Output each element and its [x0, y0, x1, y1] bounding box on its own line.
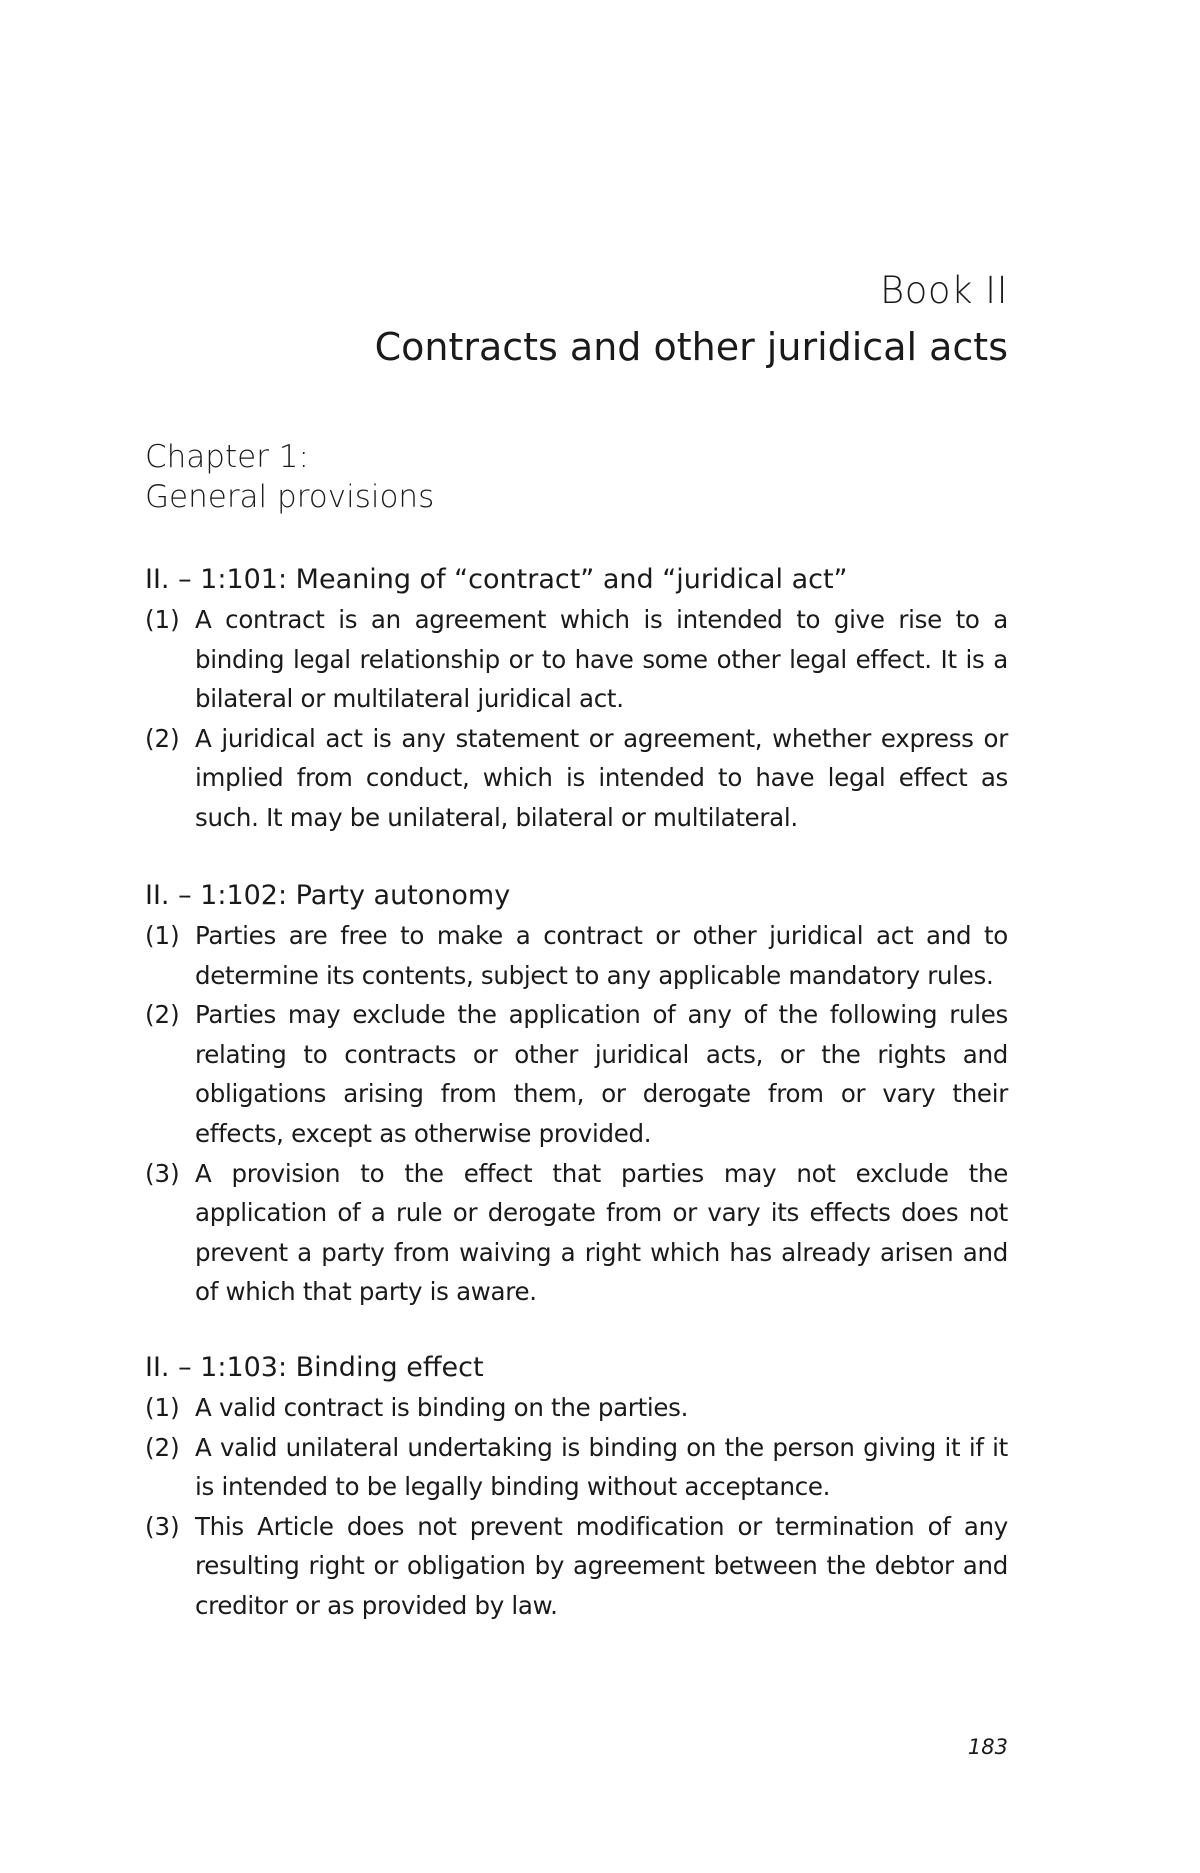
- paragraph-number: (1): [145, 921, 180, 950]
- article-1-101: [145, 560, 1008, 838]
- paragraph-text: A valid contract is binding on the parties.: [195, 1393, 689, 1422]
- paragraph-number: (1): [145, 1393, 180, 1422]
- article-heading: II. – 1:101: Meaning of “contract” and “juridical act”: [145, 564, 848, 595]
- page-number: 183: [967, 1735, 1008, 1759]
- paragraph-number: (3): [145, 1158, 180, 1188]
- paragraph-text: A contract is an agreement which is intended to give rise to a binding legal relationship or to have some other legal effect. It is a bilateral or multilateral juridical act.: [195, 605, 1008, 714]
- article-paragraph: [145, 719, 1008, 838]
- article-paragraph: [145, 1388, 1008, 1428]
- article-paragraph: [145, 916, 1008, 995]
- paragraph-number: (2): [145, 723, 180, 753]
- paragraph-number: (3): [145, 1511, 180, 1541]
- chapter-title: General provisions: [145, 479, 435, 515]
- paragraph-text: This Article does not prevent modification or termination of any resulting right or obligation by agreement between the debtor and creditor or as provided by law.: [195, 1511, 1008, 1620]
- paragraph-text: A valid unilateral undertaking is binding on the person giving it if it is intended to be legally binding without acceptance.: [195, 1432, 1008, 1502]
- paragraph-number: (2): [145, 1000, 180, 1030]
- paragraph-number: (1): [145, 605, 180, 634]
- article-heading: II. – 1:102: Party autonomy: [145, 880, 511, 911]
- article-1-102: [145, 876, 1008, 1312]
- paragraph-text: A juridical act is any statement or agreement, whether express or implied from conduct, which is intended to have legal effect as such. It may be unilateral, bilateral or multilateral.: [195, 723, 1008, 832]
- chapter-heading: [145, 437, 434, 517]
- document-page: [145, 0, 1008, 1873]
- paragraph-number: (2): [145, 1432, 180, 1462]
- book-label: Book II: [879, 269, 1008, 312]
- paragraph-text: Parties are free to make a contract or other juridical act and to determine its contents, subject to any applicable mandatory rules.: [195, 921, 1008, 990]
- paragraph-text: Parties may exclude the application of any of the following rules relating to contracts or other juridical acts, or the rights and obligations arising from them, or derogate from or vary their effects, except as otherwise provided.: [195, 1000, 1008, 1148]
- article-paragraph: [145, 1154, 1008, 1312]
- book-title: Contracts and other juridical acts: [374, 325, 1008, 369]
- article-1-103: [145, 1348, 1008, 1626]
- chapter-label: Chapter 1:: [145, 439, 309, 475]
- article-paragraph: [145, 1428, 1008, 1507]
- article-heading: II. – 1:103: Binding effect: [145, 1352, 484, 1383]
- article-paragraph: [145, 600, 1008, 719]
- paragraph-text: A provision to the effect that parties may not exclude the application of a rule or derogate from or vary its effects does not prevent a party from waiving a right which has already arisen and of which that party is aware.: [195, 1158, 1008, 1307]
- article-paragraph: [145, 1507, 1008, 1626]
- article-paragraph: [145, 995, 1008, 1153]
